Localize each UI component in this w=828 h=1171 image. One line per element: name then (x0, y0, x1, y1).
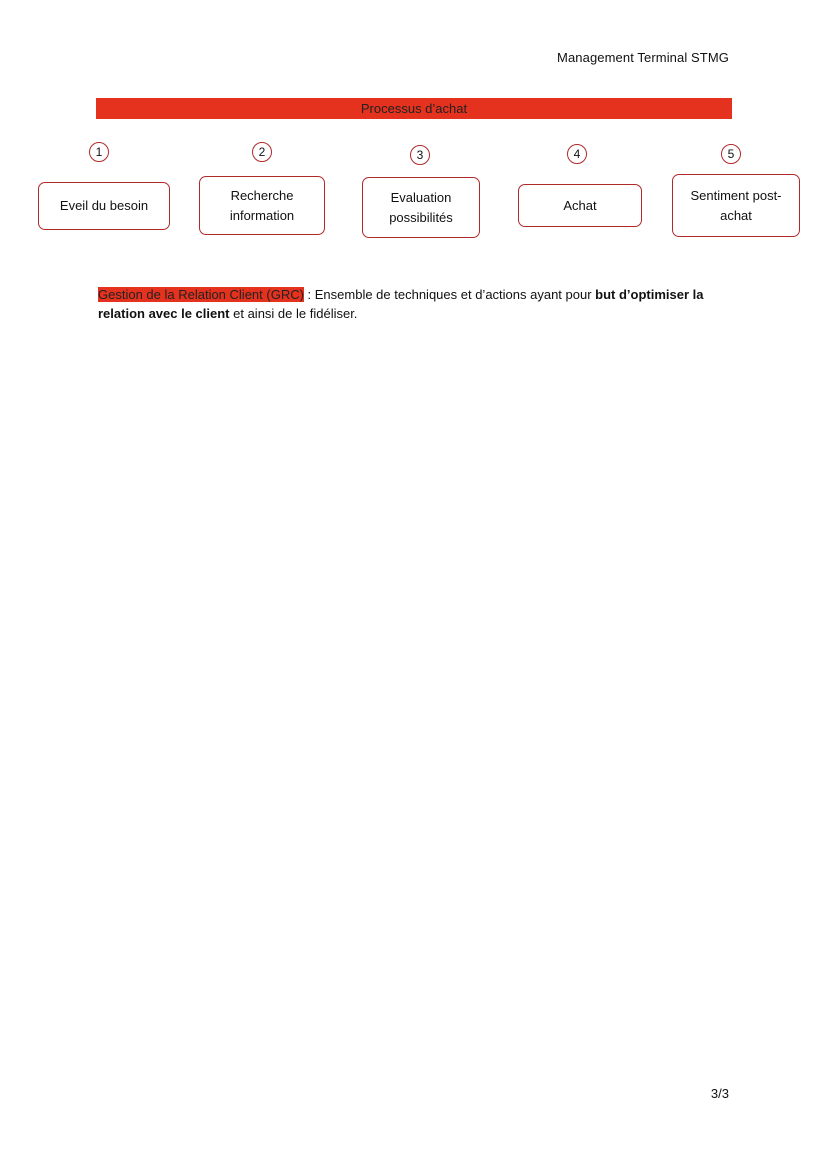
step-4-box (518, 184, 642, 227)
step-1-number: 1 (89, 142, 109, 162)
step-3-number: 3 (410, 145, 430, 165)
step-4-label: Achat (563, 197, 597, 213)
step-3-label: Evaluation possibilités (389, 189, 453, 225)
grc-definition (98, 285, 738, 323)
step-5-number: 5 (721, 144, 741, 164)
step-2-label: Recherche information (229, 187, 295, 223)
step-1-box (38, 182, 170, 230)
process-title-bar: Processus d’achat (96, 98, 732, 119)
page-number: 3/3 (710, 1086, 729, 1101)
grc-term: Gestion de la Relation Client (GRC) (98, 287, 304, 302)
step-2-box (199, 176, 325, 235)
step-1-label: Eveil du besoin (59, 198, 149, 213)
step-5-box (672, 174, 800, 237)
step-2-number: 2 (252, 142, 272, 162)
grc-definition-text: : Ensemble de techniques et d’actions ayant pour (303, 287, 596, 302)
step-3-box (362, 177, 480, 238)
grc-definition-emphasis: but d’optimiser la relation avec le client (98, 287, 704, 321)
step-4-number: 4 (567, 144, 587, 164)
step-5-label: Sentiment post-achat (690, 187, 782, 223)
document-header: Management Terminal STMG (557, 50, 729, 65)
grc-definition-end: et ainsi de le fidéliser. (229, 306, 358, 321)
